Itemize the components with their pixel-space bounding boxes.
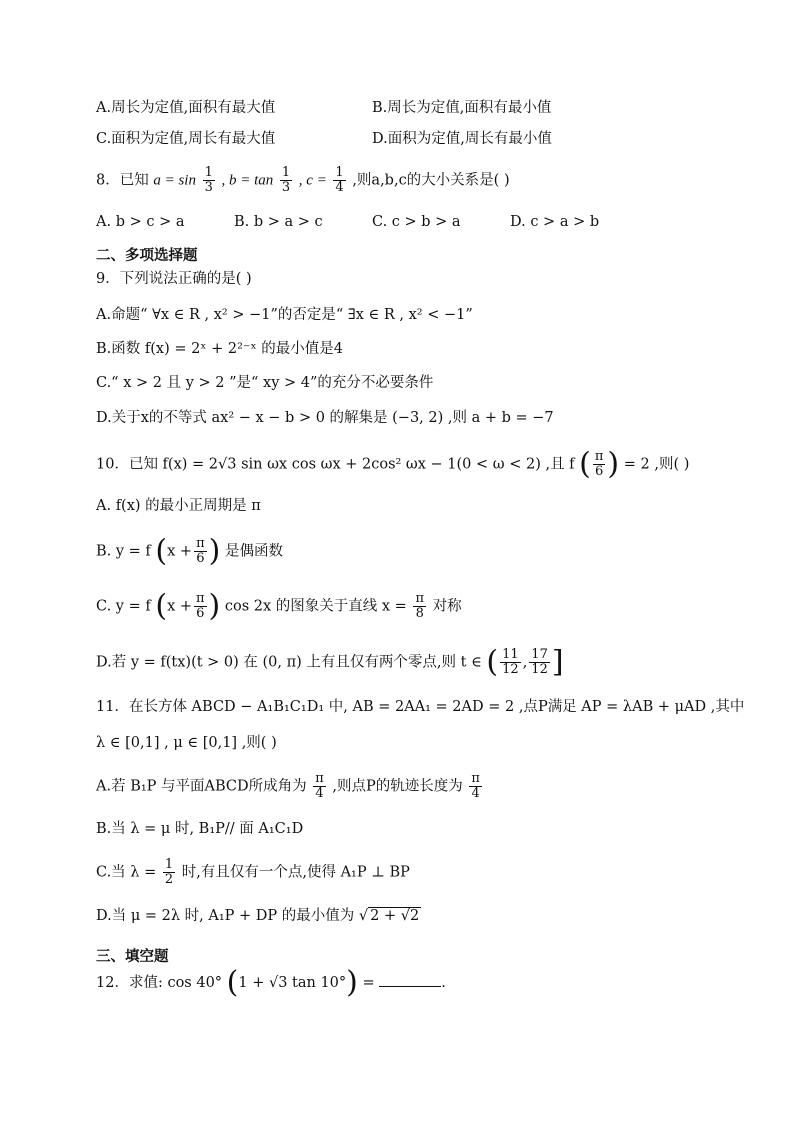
fraction: $\frac{\pi}{6}$ bbox=[594, 449, 604, 479]
q9-option-d: D.关于x的不等式 ax² − x − b > 0 的解集是 (−3, 2) ,则 a + b = −7 bbox=[96, 410, 554, 426]
q8-option-c: C. c > b > a bbox=[372, 214, 461, 230]
q8-option-d: D. c > a > b bbox=[510, 214, 600, 230]
fraction: $\frac{1}{4}$ bbox=[335, 165, 344, 195]
q7-option-a: A.周长为定值,面积有最大值 bbox=[96, 100, 276, 116]
fraction: $\frac{\pi}{6}$ bbox=[196, 536, 205, 566]
q12-stem: 12．求值: cos 40° (1 + √3 tan 10°) = . bbox=[96, 965, 446, 1000]
q7-option-c: C.面积为定值,周长有最大值 bbox=[96, 131, 276, 147]
fraction: $\frac{1}{2}$ bbox=[164, 857, 174, 887]
fraction: $\frac{\pi}{6}$ bbox=[196, 591, 205, 621]
q9-option-b: B.函数 f(x) = 2ˣ + 2²⁻ˣ 的最小值是4 bbox=[96, 341, 344, 357]
fraction: $\frac{\pi}{8}$ bbox=[415, 591, 424, 621]
q11-stem-line-2: λ ∈ [0,1] , μ ∈ [0,1] ,则( ) bbox=[96, 735, 277, 751]
q7-options-row-1 bbox=[96, 97, 552, 119]
q11-option-d: D.当 μ = 2λ 时, A₁P + DP 的最小值为 √ 2 + √2 bbox=[96, 908, 420, 924]
q9-stem: 9．下列说法正确的是( ) bbox=[96, 271, 252, 287]
q9-option-c: C.“ x > 2 且 y > 2 ”是“ xy > 4”的充分不必要条件 bbox=[96, 375, 434, 391]
q11-option-a: A.若 B₁P 与平面ABCD所成角为 $\frac{\pi}{4}$ ,则点P的轨迹长度为 $\frac{\pi}{4}$ bbox=[96, 771, 480, 801]
q11-option-b: B.当 λ = μ 时, B₁P// 面 A₁C₁D bbox=[96, 821, 304, 837]
q7-option-b: B.周长为定值,面积有最小值 bbox=[372, 100, 552, 116]
q11-option-c: C.当 λ = $\frac{1}{2}$ 时,有且仅有一个点,使得 A₁P ⊥ BP bbox=[96, 857, 410, 887]
sqrt-expression: 2 + √2 bbox=[370, 908, 420, 924]
section-title-multiple-choice: 二、多项选择题 bbox=[96, 248, 198, 264]
q7-options-row-2 bbox=[96, 128, 552, 150]
q11-stem-line-1: 11．在长方体 ABCD − A₁B₁C₁D₁ 中, AB = 2AA₁ = 2AD = 2 ,点P满足 AP = λAB + μAD ,其中 bbox=[96, 699, 745, 715]
fraction: $\frac{11}{12}$ bbox=[502, 647, 519, 677]
fraction: $\frac{1}{3}$ bbox=[281, 165, 291, 195]
q8-option-a: A. b > c > a bbox=[96, 214, 185, 230]
q10-stem: 10．已知 f(x) = 2√3 sin ωx cos ωx + 2cos² ωx − 1(0 < ω < 2) ,且 f ( $\frac{\pi}{6}$ ) = 2 ,则( ) bbox=[96, 446, 690, 482]
q10-option-c: C. y = f (x + $\frac{\pi}{6}$ ) cos 2x 的图象关于直线 x = $\frac{\pi}{8}$ 对称 bbox=[96, 588, 462, 624]
q7-option-d: D.面积为定值,周长有最小值 bbox=[372, 131, 552, 147]
q9-option-a: A.命题“ ∀x ∈ R , x² > −1”的否定是“ ∃x ∈ R , x² < −1” bbox=[96, 307, 473, 323]
section-title-fill-in: 三、填空题 bbox=[96, 949, 169, 965]
q10-option-a: A. f(x) 的最小正周期是 π bbox=[96, 498, 261, 514]
answer-blank[interactable] bbox=[379, 972, 441, 987]
fraction: $\frac{17}{12}$ bbox=[531, 647, 548, 677]
fraction: $\frac{\pi}{4}$ bbox=[315, 771, 324, 801]
fraction: $\frac{\pi}{4}$ bbox=[471, 771, 480, 801]
q8-option-b: B. b > a > c bbox=[234, 214, 323, 230]
q8-stem: 8．已知 a = sin $\frac{1}{3}$ , b = tan $\frac{1}{3}$ , c = $\frac{1}{4}$ ,则a,b,c的大小关系是( ) bbox=[96, 165, 510, 195]
q10-option-d: D.若 y = f(tx)(t > 0) 在 (0, π) 上有且仅有两个零点,则 t ∈ ( $\frac{11}{12}$ , $\frac{17}{12}$ ] bbox=[96, 644, 564, 680]
q10-option-b: B. y = f (x + $\frac{\pi}{6}$ ) 是偶函数 bbox=[96, 533, 283, 569]
fraction: $\frac{1}{3}$ bbox=[204, 165, 213, 195]
